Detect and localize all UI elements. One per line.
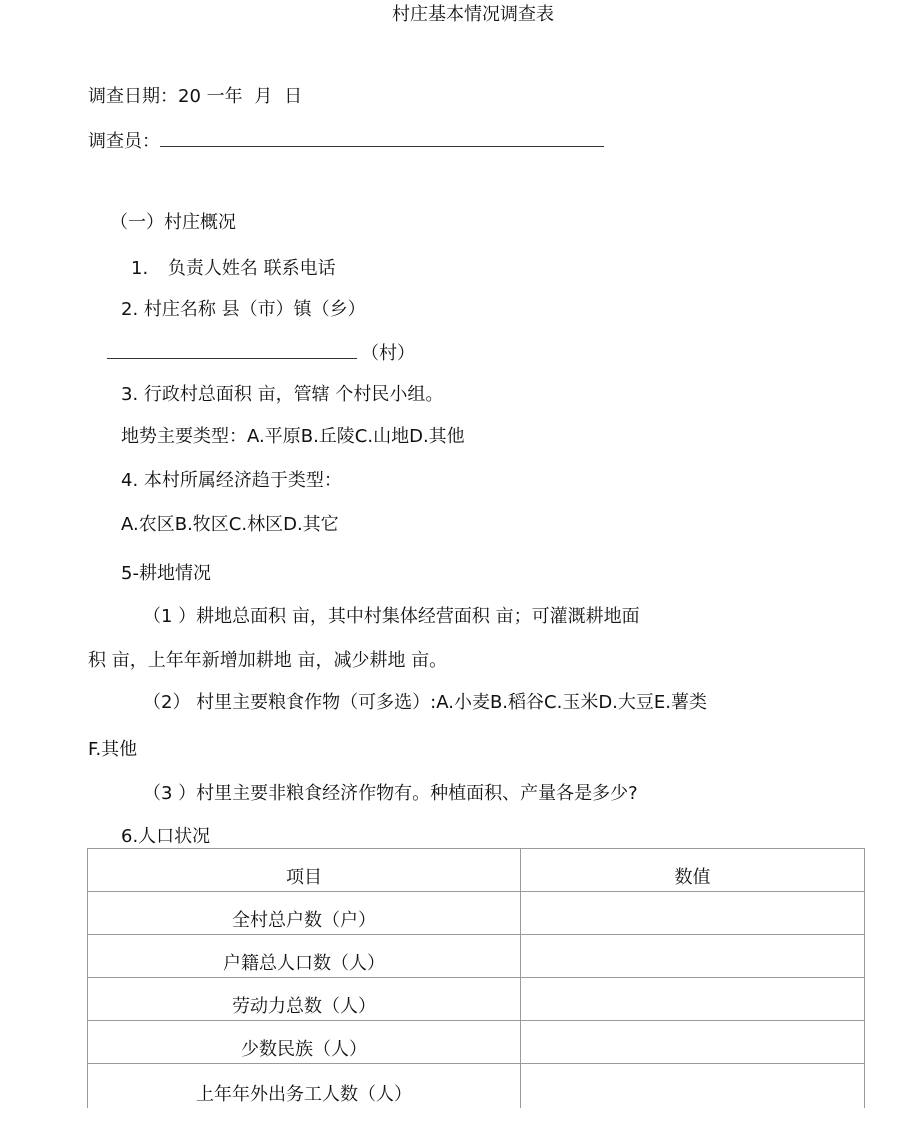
table-header-value: 数值 <box>521 849 865 892</box>
surveyor-blank <box>160 132 604 147</box>
item1-text: 负责人姓名 联系电话 <box>167 258 336 279</box>
table-cell-label: 上年年外出务工人数（人） <box>88 1064 521 1109</box>
section1-heading: （一）村庄概况 <box>110 212 236 233</box>
survey-date-month: 月 <box>254 86 273 107</box>
survey-date-day: 日 <box>284 86 303 107</box>
table-cell-label: 少数民族（人） <box>88 1021 521 1064</box>
item6-heading: 6.人口状况 <box>121 826 211 847</box>
table-cell-value[interactable] <box>521 1021 865 1064</box>
survey-date-label: 调查日期：20 <box>88 86 201 107</box>
item4-text: 4. 本村所属经济趋于类型： <box>121 470 342 491</box>
item3-text: 3. 行政村总面积 亩，管辖 个村民小组。 <box>121 384 444 405</box>
table-row <box>88 978 865 1021</box>
table-row <box>88 892 865 935</box>
surveyor-line <box>88 131 604 153</box>
survey-date-year: 一年 <box>206 86 243 107</box>
item1-number: 1. <box>131 258 149 279</box>
population-table <box>87 848 865 1108</box>
table-row <box>88 1021 865 1064</box>
table-cell-label: 劳动力总数（人） <box>88 978 521 1021</box>
table-cell-value[interactable] <box>521 892 865 935</box>
village-suffix: （村） <box>361 343 415 364</box>
table-header-item: 项目 <box>88 849 521 892</box>
survey-date-line <box>88 86 302 108</box>
village-blank <box>107 344 357 359</box>
surveyor-label: 调查员： <box>88 131 160 152</box>
page-title: 村庄基本情况调查表 <box>392 4 554 25</box>
table-header-row <box>88 849 865 892</box>
table-cell-label: 户籍总人口数（人） <box>88 935 521 978</box>
table-cell-value[interactable] <box>521 978 865 1021</box>
table-cell-value[interactable] <box>521 935 865 978</box>
table-row <box>88 935 865 978</box>
item5-p1-line2: 积 亩，上年年新增加耕地 亩，减少耕地 亩。 <box>88 650 448 671</box>
item2-text: 2. 村庄名称 县（市）镇（乡） <box>121 299 366 320</box>
item5-p3: （3 ）村里主要非粮食经济作物有。种植面积、产量各是多少? <box>143 783 638 804</box>
village-line <box>107 343 415 365</box>
item5-p1-line1: （1 ）耕地总面积 亩，其中村集体经营面积 亩；可灌溉耕地面 <box>143 606 640 627</box>
table-cell-label: 全村总户数（户） <box>88 892 521 935</box>
item5-p2-line1: （2） 村里主要粮食作物（可多选）:A.小麦B.稻谷C.玉米D.大豆E.薯类 <box>143 692 707 713</box>
item5-heading: 5-耕地情况 <box>121 563 211 584</box>
terrain-options: 地势主要类型：A.平原B.丘陵C.山地D.其他 <box>121 426 465 447</box>
table-row <box>88 1064 865 1109</box>
economy-options: A.农区B.牧区C.林区D.其它 <box>121 514 339 535</box>
table-cell-value[interactable] <box>521 1064 865 1109</box>
item5-p2-line2: F.其他 <box>88 739 138 760</box>
item1-line <box>131 258 336 280</box>
